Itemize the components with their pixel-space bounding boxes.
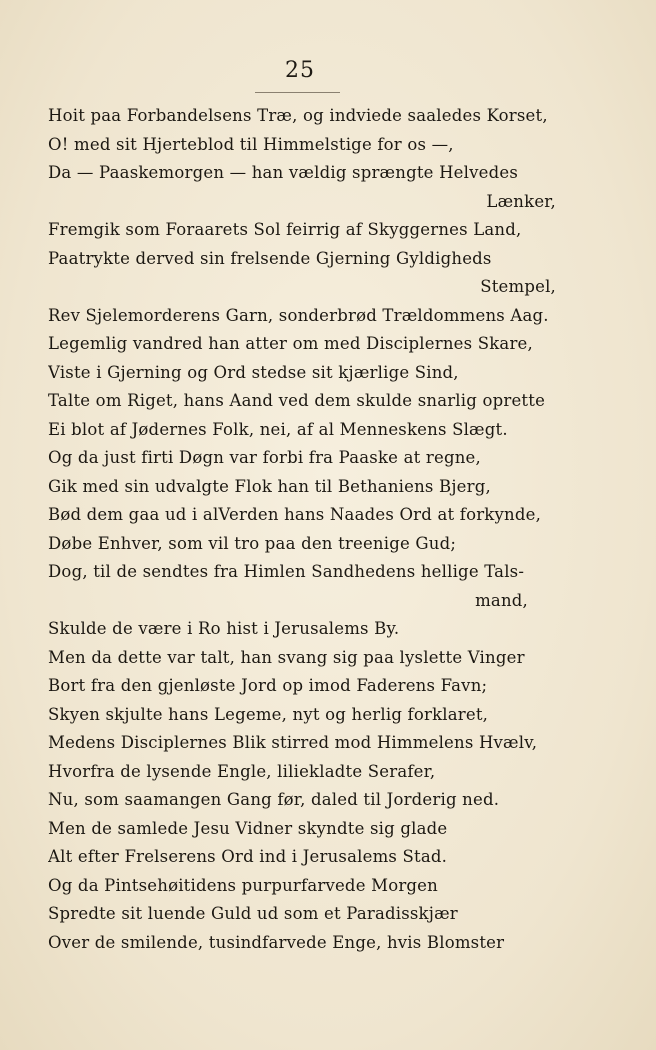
text-line: Legemlig vandred han atter om med Disciplernes Skare, <box>48 334 533 353</box>
text-line: Nu, som saamangen Gang før, daled til Jorderig ned. <box>48 790 500 809</box>
text-line: Talte om Riget, hans Aand ved dem skulde snarlig oprette <box>48 391 546 410</box>
text-line: Gik med sin udvalgte Flok han til Bethaniens Bjerg, <box>48 476 491 496</box>
text-line: Lænker, <box>486 191 556 211</box>
text-line: O! med sit Hjerteblod til Himmelstige for os —, <box>48 134 454 154</box>
page-number: 25 <box>285 58 315 83</box>
text-line: Spredte sit luende Guld ud som et Paradisskjær <box>48 904 458 923</box>
text-line: Rev Sjelemorderens Garn, sonderbrød Trældommens Aag. <box>48 305 549 325</box>
text-line: Hvorfra de lysende Engle, liliekladte Serafer, <box>48 761 436 781</box>
text-line: Stempel, <box>480 277 556 296</box>
text-line: Over de smilende, tusindfarvede Enge, hvis Blomster <box>48 932 505 952</box>
text-line: Da — Paaskemorgen — han vældig sprængte Helvedes <box>48 163 518 182</box>
text-line: Alt efter Frelserens Ord ind i Jerusalems Stad. <box>48 847 448 866</box>
text-line: Skyen skjulte hans Legeme, nyt og herlig forklaret, <box>48 704 489 724</box>
text-line: Hoit paa Forbandelsens Træ, og indviede saaledes Korset, <box>48 106 548 125</box>
text-line: Bort fra den gjenløste Jord op imod Faderens Favn; <box>48 676 488 695</box>
text-line: Medens Disciplernes Blik stirred mod Himmelens Hvælv, <box>48 733 538 752</box>
poem-text <box>48 102 568 957</box>
text-line: Døbe Enhver, som vil tro paa den treenige Gud; <box>48 533 457 553</box>
text-line: Men de samlede Jesu Vidner skyndte sig glade <box>48 818 448 838</box>
text-line: Paatrykte derved sin frelsende Gjerning Gyldigheds <box>48 248 492 268</box>
text-line: mand, <box>475 590 528 610</box>
text-line: Ei blot af Jødernes Folk, nei, af al Menneskens Slægt. <box>48 419 508 439</box>
text-line: Skulde de være i Ro hist i Jerusalems By. <box>48 619 400 638</box>
text-line: Men da dette var talt, han svang sig paa lyslette Vinger <box>48 647 525 667</box>
text-line: Dog, til de sendtes fra Himlen Sandhedens hellige Tals- <box>48 562 525 581</box>
text-line: Og da Pintsehøitidens purpurfarvede Morgen <box>48 875 438 895</box>
text-line: Og da just firti Døgn var forbi fra Paaske at regne, <box>48 448 481 467</box>
text-line: Viste i Gjerning og Ord stedse sit kjærlige Sind, <box>48 362 459 382</box>
header-rule <box>255 92 340 93</box>
text-line: Bød dem gaa ud i alVerden hans Naades Ord at forkynde, <box>48 505 542 524</box>
text-line: Fremgik som Foraarets Sol feirrig af Skyggernes Land, <box>48 220 522 239</box>
